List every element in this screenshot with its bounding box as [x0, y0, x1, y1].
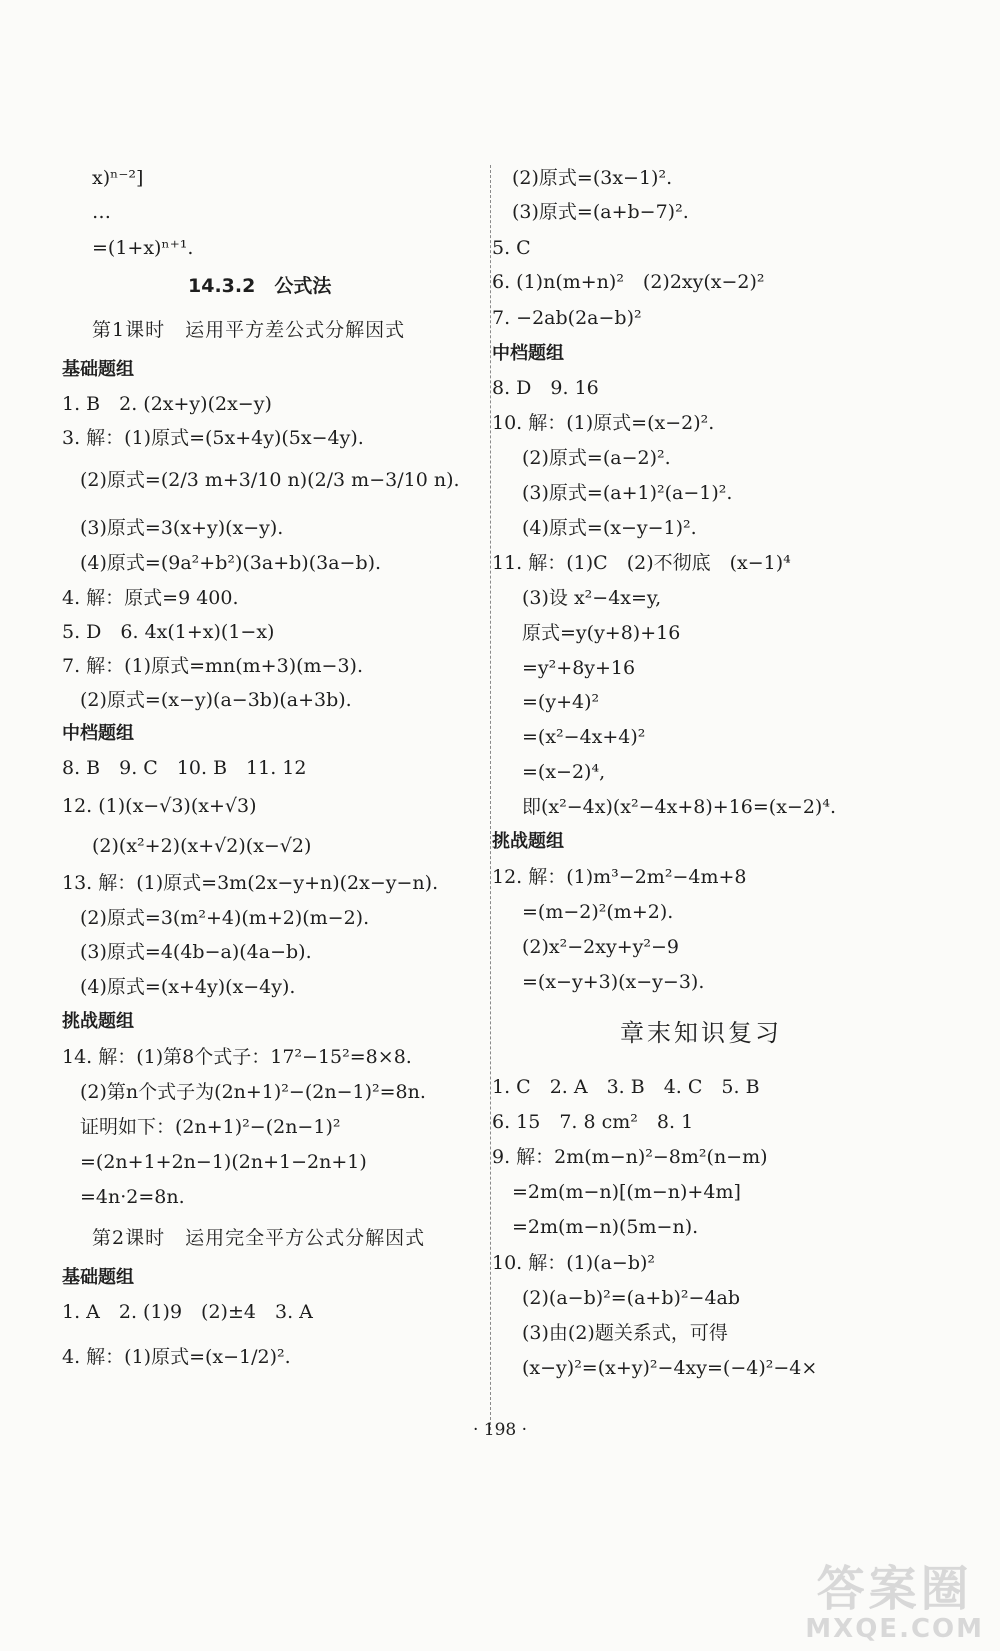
site-watermark	[805, 1563, 984, 1643]
answer-line: =2m(m−n)(5m−n).	[512, 1216, 699, 1238]
answer-line: …	[92, 201, 111, 223]
answer-line: x)ⁿ⁻²]	[92, 167, 144, 189]
answer-line: (2)x²−2xy+y²−9	[522, 936, 679, 958]
group-heading: 中档题组	[492, 343, 564, 364]
answer-line: 8. D 9. 16	[492, 377, 599, 399]
answer-line: (3)由(2)题关系式，可得	[522, 1322, 728, 1344]
lesson-heading: 第2课时 运用完全平方公式分解因式	[92, 1227, 426, 1249]
watermark-logo-text: 答案圈	[816, 1561, 973, 1617]
answer-line: (3)设 x²−4x=y,	[522, 587, 662, 609]
section-heading: 14.3.2 公式法	[188, 275, 332, 297]
answer-line: (2)原式=(2/3 m+3/10 n)(2/3 m−3/10 n).	[80, 469, 460, 491]
answer-line: =2m(m−n)[(m−n)+4m]	[512, 1181, 741, 1203]
answer-line: 9. 解：2m(m−n)²−8m²(n−m)	[492, 1146, 768, 1168]
answer-line: 5. C	[492, 237, 531, 259]
answer-line: (4)原式=(x−y−1)².	[522, 517, 697, 539]
answer-line: 12. (1)(x−√3)(x+√3)	[62, 795, 257, 817]
answer-line: 10. 解：(1)(a−b)²	[492, 1252, 656, 1274]
answer-line: (4)原式=(9a²+b²)(3a+b)(3a−b).	[80, 552, 382, 574]
answer-line: 1. C 2. A 3. B 4. C 5. B	[492, 1076, 760, 1098]
answer-line: (2)(a−b)²=(a+b)²−4ab	[522, 1287, 741, 1309]
answer-line: 1. B 2. (2x+y)(2x−y)	[62, 393, 272, 415]
answer-line: 1. A 2. (1)9 (2)±4 3. A	[62, 1301, 313, 1323]
answer-line: 6. (1)n(m+n)² (2)2xy(x−2)²	[492, 271, 765, 293]
column-divider	[490, 165, 491, 1430]
answer-line: (x−y)²=(x+y)²−4xy=(−4)²−4×	[522, 1357, 818, 1379]
group-heading: 挑战题组	[62, 1011, 134, 1032]
answer-line: (3)原式=4(4b−a)(4a−b).	[80, 941, 312, 963]
group-heading: 挑战题组	[492, 831, 564, 852]
answer-line: (2)原式=(a−2)².	[522, 447, 671, 469]
answer-line: 证明如下：(2n+1)²−(2n−1)²	[80, 1116, 341, 1138]
group-heading: 基础题组	[62, 359, 134, 380]
answer-line: (3)原式=(a+b−7)².	[512, 201, 689, 223]
lesson-heading: 第1课时 运用平方差公式分解因式	[92, 319, 406, 341]
answer-line: 4. 解：原式=9 400.	[62, 587, 239, 609]
answer-line: (3)原式=(a+1)²(a−1)².	[522, 482, 733, 504]
chapter-review-heading: 章末知识复习	[620, 1019, 782, 1047]
answer-line: 即(x²−4x)(x²−4x+8)+16=(x−2)⁴.	[522, 796, 836, 818]
answer-line: =(m−2)²(m+2).	[522, 901, 674, 923]
answer-line: 3. 解：(1)原式=(5x+4y)(5x−4y).	[62, 427, 364, 449]
page-number: · 198 ·	[472, 1420, 528, 1440]
answer-line: 14. 解：(1)第8个式子：17²−15²=8×8.	[62, 1046, 412, 1068]
answer-line: =(x−2)⁴,	[522, 761, 606, 783]
answer-line: 7. 解：(1)原式=mn(m+3)(m−3).	[62, 655, 363, 677]
answer-line: =y²+8y+16	[522, 657, 636, 679]
group-heading: 中档题组	[62, 723, 134, 744]
answer-line: (2)原式=(3x−1)².	[512, 167, 673, 189]
answer-line: (2)原式=(x−y)(a−3b)(a+3b).	[80, 689, 352, 711]
answer-line: =(1+x)ⁿ⁺¹.	[92, 237, 194, 259]
answer-line: (2)原式=3(m²+4)(m+2)(m−2).	[80, 907, 370, 929]
answer-line: (4)原式=(x+4y)(x−4y).	[80, 976, 296, 998]
answer-line: 11. 解：(1)C (2)不彻底 (x−1)⁴	[492, 552, 791, 574]
group-heading: 基础题组	[62, 1267, 134, 1288]
answer-line: =(x−y+3)(x−y−3).	[522, 971, 705, 993]
answer-line: =4n·2=8n.	[80, 1186, 185, 1208]
watermark-url: MXQE.COM	[805, 1614, 984, 1644]
answer-line: 12. 解：(1)m³−2m²−4m+8	[492, 866, 747, 888]
answer-line: (2)第n个式子为(2n+1)²−(2n−1)²=8n.	[80, 1081, 426, 1103]
answer-line: 4. 解：(1)原式=(x−1/2)².	[62, 1346, 291, 1368]
answer-line: 原式=y(y+8)+16	[522, 622, 681, 644]
answer-line: 10. 解：(1)原式=(x−2)².	[492, 412, 715, 434]
answer-line: (2)(x²+2)(x+√2)(x−√2)	[92, 835, 312, 857]
answer-line: =(y+4)²	[522, 691, 600, 713]
answer-line: 7. −2ab(2a−b)²	[492, 307, 642, 329]
answer-line: 5. D 6. 4x(1+x)(1−x)	[62, 621, 275, 643]
answer-line: 6. 15 7. 8 cm² 8. 1	[492, 1111, 694, 1133]
answer-line: =(x²−4x+4)²	[522, 726, 646, 748]
answer-line: =(2n+1+2n−1)(2n+1−2n+1)	[80, 1151, 367, 1173]
answer-line: 13. 解：(1)原式=3m(2x−y+n)(2x−y−n).	[62, 872, 439, 894]
answer-line: 8. B 9. C 10. B 11. 12	[62, 757, 307, 779]
answer-line: (3)原式=3(x+y)(x−y).	[80, 517, 284, 539]
